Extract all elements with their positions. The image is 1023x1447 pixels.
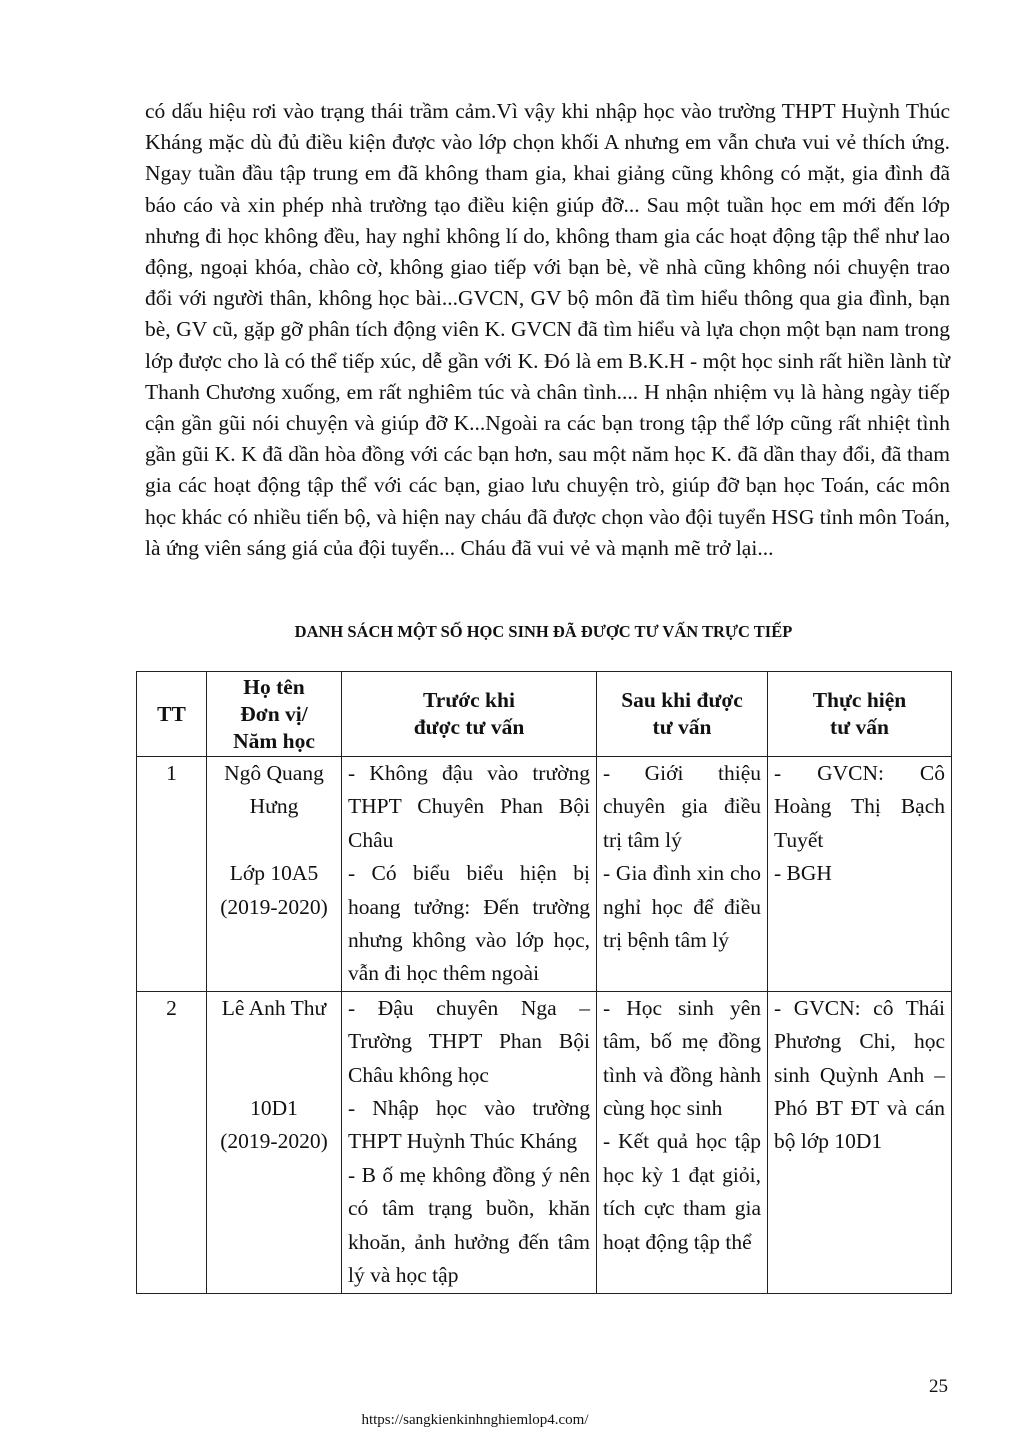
school-year: (2019-2020) <box>220 894 328 919</box>
counseling-table <box>136 671 952 1294</box>
table-row <box>137 757 952 992</box>
counselor-cell: - GVCN: Cô Hoàng Thị Bạch Tuyết - BGH <box>768 757 952 992</box>
before-cell: - Đậu chuyên Nga – Trường THPT Phan Bội Châu không học - Nhập học vào trường THPT Huỳnh Thúc Kháng - B ố mẹ không đồng ý nên có tâm trạng buồn, khăn khoăn, ảnh hưởng đến tâm lý và học tập <box>342 991 597 1293</box>
header-tt: TT <box>137 672 207 757</box>
table-row <box>137 991 952 1293</box>
counselor-cell: - GVCN: cô Thái Phương Chi, học sinh Quỳnh Anh – Phó BT ĐT và cán bộ lớp 10D1 <box>768 991 952 1293</box>
header-before: Trước khi được tư vấn <box>342 672 597 757</box>
header-by: Thực hiện tư vấn <box>768 672 952 757</box>
student-class: 10D1 <box>250 1096 298 1121</box>
before-cell: - Không đậu vào trường THPT Chuyên Phan Bội Châu - Có biểu biểu hiện bị hoang tưởng: Đến trường nhưng không vào lớp học, vẫn đi học thêm ngoài <box>342 757 597 992</box>
body-paragraph: có dấu hiệu rơi vào trạng thái trầm cảm.Vì vậy khi nhập học vào trường THPT Huỳnh Thúc Kháng mặc dù đủ điều kiện được vào lớp chọn khối A nhưng em vẫn chưa vui vẻ thích ứng. Ngay tuần đầu tập trung em đã không tham gia, khai giảng cũng không có mặt, gia đình đã báo cáo và xin phép nhà trường tạo điều kiện giúp đỡ... Sau một tuần học em mới đến lớp nhưng đi học không đều, hay nghỉ không lí do, không tham gia các hoạt động tập thể như lao động, ngoại khóa, chào cờ, không giao tiếp với bạn bè, về nhà cũng không nói chuyện trao đổi với người thân, không học bài...GVCN, GV bộ môn đã tìm hiểu thông qua gia đình, bạn bè, GV cũ, gặp gỡ phân tích động viên K. GVCN đã tìm hiểu và lựa chọn một bạn nam trong lớp được cho là có thể tiếp xúc, dễ gần với K. Đó là em B.K.H - một học sinh rất hiền lành từ Thanh Chương xuống, em rất nghiêm túc và chân tình.... H nhận nhiệm vụ là hàng ngày tiếp cận gần gũi nói chuyện và giúp đỡ K...Ngoài ra các bạn trong tập thể lớp cũng rất nhiệt tình gần gũi K. K đã dần hòa đồng với các bạn hơn, sau một năm học K. đã dần thay đổi, đã tham gia các hoạt động tập thể với các bạn, giao lưu chuyện trò, giúp đỡ bạn học Toán, các môn học khác có nhiều tiến bộ, và hiện nay cháu đã được chọn vào đội tuyển HSG tỉnh môn Toán, là ứng viên sáng giá của đội tuyển... Cháu đã vui vẻ và mạnh mẽ trở lại... <box>145 99 950 560</box>
school-year: (2019-2020) <box>220 1129 328 1154</box>
row-number: 2 <box>137 991 207 1293</box>
header-name: Họ tên Đơn vị/ Năm học <box>207 672 342 757</box>
footer-url[interactable]: https://sangkienkinhnghiemlop4.com/ <box>361 1412 589 1428</box>
student-cell <box>207 757 342 992</box>
student-cell <box>207 991 342 1293</box>
after-cell: - Học sinh yên tâm, bố mẹ đồng tình và đồng hành cùng học sinh - Kết quả học tập học kỳ 1 đạt giỏi, tích cực tham gia hoạt động tập thể <box>597 991 768 1293</box>
table-header-row <box>137 672 952 757</box>
page-number: 25 <box>929 1376 948 1397</box>
header-after: Sau khi được tư vấn <box>597 672 768 757</box>
student-name: Ngô Quang Hưng <box>224 761 324 819</box>
student-name: Lê Anh Thư <box>221 995 327 1020</box>
table-title: DANH SÁCH MỘT SỐ HỌC SINH ĐÃ ĐƯỢC TƯ VẤN TRỰC TIẾP <box>294 622 793 641</box>
row-number: 1 <box>137 757 207 992</box>
after-cell: - Giới thiệu chuyên gia điều trị tâm lý - Gia đình xin cho nghỉ học để điều trị bệnh tâm lý <box>597 757 768 992</box>
student-class: Lớp 10A5 <box>229 861 319 886</box>
